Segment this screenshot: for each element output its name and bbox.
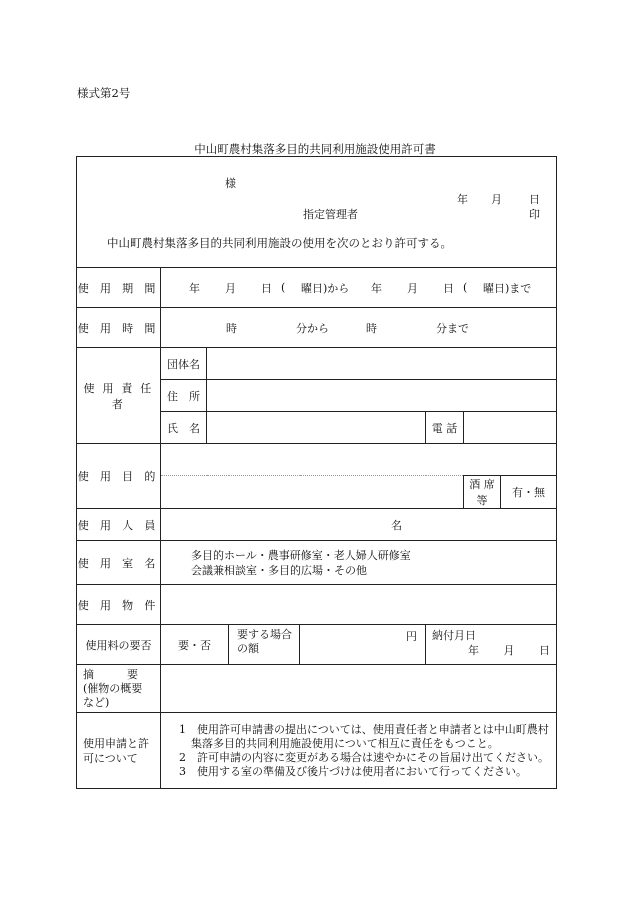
period-weekday-to: 曜日)まで [483,281,532,295]
page-title: 中山町農村集落多目的共同利用施設使用許可書 [194,142,436,156]
period-label: 使 用 期 間 [77,268,161,308]
addressee-sama: 様 [225,177,236,190]
time-label: 使 用 時 間 [77,308,161,348]
items-label: 使 用 物 件 [77,585,161,625]
rooms-line-1: 多目的ホール・農事研修室・老人婦人研修室 [191,548,411,562]
fee-pay-date[interactable] [426,625,557,665]
fee-yen: 円 [406,630,417,643]
people-label: 使 用 人 員 [77,509,161,541]
period-day-from: 日 [261,281,272,295]
period-paren-from: ( [281,281,286,294]
fee-pay-date-label: 納付月日 [432,629,476,642]
time-hour-to: 時 [366,321,377,335]
fee-pay-year: 年 [468,644,479,657]
manager-label: 指定管理者 [303,208,358,221]
org-name-label: 団体名 [161,348,207,380]
time-value [161,308,557,348]
name-field[interactable] [207,412,426,444]
people-unit: 名 [391,518,402,532]
address-label: 住 所 [161,380,207,412]
permission-text: 中山町農村集落多目的共同利用施設の使用を次のとおり許可する。 [107,236,452,250]
phone-label: 電 話 [426,412,464,444]
phone-field[interactable] [464,412,557,444]
fee-required[interactable]: 要・否 [161,625,229,665]
rooms-line-2: 会議兼相談室・多目的広場・その他 [191,563,367,577]
time-hour-from: 時 [226,321,237,335]
seal-mark: 印 [529,208,540,221]
summary-label-1: 摘 要 [83,667,138,681]
period-year-to: 年 [371,281,382,295]
notes-label-2: 可について [83,751,138,765]
notes-body [161,713,557,789]
period-day-to: 日 [443,281,454,295]
notes-label-1: 使用申請と許 [83,736,149,750]
period-paren-to: ( [463,281,468,294]
rooms-label: 使 用 室 名 [77,541,161,585]
date-month: 月 [491,193,502,206]
summary-field[interactable] [161,665,557,713]
items-field[interactable] [161,585,557,625]
period-month-from: 月 [225,281,236,295]
people-field[interactable] [161,509,557,541]
period-year-from: 年 [189,281,200,295]
note-1: 1 使用許可申請書の提出については、使用責任者と申請者とは中山町農村集落多目的共同利用施設使用について相互に責任をもつこと。 [179,722,549,750]
alcohol-label: 酒 席 等 [464,476,501,509]
summary-label-2: (催物の概要 [83,681,143,695]
fee-amount-label [229,625,300,665]
permit-form-table [76,156,557,789]
fee-label: 使用料の要否 [77,625,161,665]
note-2: 2 許可申請の内容に変更がある場合は速やかにその旨届け出てください。 [179,750,549,764]
notes-label [77,713,161,789]
rooms-field[interactable] [161,541,557,585]
fee-pay-day: 日 [539,644,550,657]
note-3: 3 使用する室の準備及び後片づけは使用者において行ってください。 [179,764,527,778]
form-number: 様式第2号 [77,86,131,100]
fee-pay-month: 月 [503,644,515,657]
fee-amount-label-2: の額 [237,642,259,655]
responsible-label: 使 用 責 任 者 [77,348,161,444]
fee-amount-label-1: 要する場合 [237,628,292,641]
address-field[interactable] [207,380,557,412]
summary-label-3: など) [83,695,110,709]
date-year: 年 [457,193,468,206]
alcohol-value[interactable]: 有・無 [501,476,557,509]
time-minute-from: 分から [296,321,329,335]
date-day: 日 [529,193,540,206]
summary-label [77,665,161,713]
address-block [77,157,557,268]
period-value [161,268,557,308]
org-name-field[interactable] [207,348,557,380]
purpose-field[interactable] [161,444,557,476]
period-month-to: 月 [407,281,418,295]
name-label: 氏 名 [161,412,207,444]
period-weekday-from: 曜日)から [301,281,350,295]
purpose-field-2[interactable] [161,476,464,509]
purpose-label: 使 用 目 的 [77,444,161,509]
time-minute-to: 分まで [436,321,469,335]
fee-amount-field[interactable] [300,625,426,665]
